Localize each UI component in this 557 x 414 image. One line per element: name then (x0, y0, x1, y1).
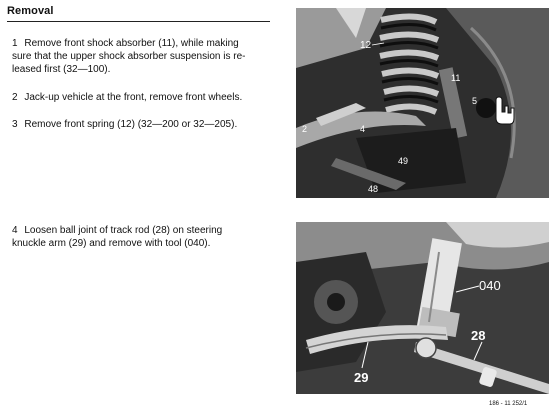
callout-12: 12 (360, 40, 372, 51)
step-1-line-3: leased first (32—100). (12, 64, 111, 75)
ball-joint-photo (296, 222, 549, 394)
step-4-line-2: knuckle arm (29) and remove with tool (040). (12, 238, 211, 249)
callout-29: 29 (354, 370, 369, 385)
callout-11: 11 (451, 73, 461, 83)
callout-48: 48 (368, 184, 379, 194)
spring-removal-photo (296, 8, 549, 198)
step-3-line-1: Remove front spring (12) (32—200 or 32—205). (24, 119, 238, 130)
ball-joint-illustration (296, 222, 549, 394)
spring-removal-illustration (296, 8, 549, 198)
figure-code: 186 - 11 252/1 (489, 401, 528, 407)
step-1-number: 1 (12, 38, 18, 49)
step-1-line-1: Remove front shock absorber (11), while making (24, 38, 239, 49)
step-3 (12, 118, 277, 131)
step-2-line-1: Jack-up vehicle at the front, remove front wheels. (24, 92, 243, 103)
step-4-number: 4 (12, 225, 18, 236)
callout-49: 49 (398, 156, 409, 166)
callout-4: 4 (360, 124, 366, 134)
section-title: Removal (7, 5, 54, 17)
title-divider (7, 21, 270, 22)
step-2-number: 2 (12, 92, 18, 103)
step-1-line-2: sure that the upper shock absorber suspension is re- (12, 51, 246, 62)
callout-5: 5 (472, 96, 478, 106)
step-4-line-1: Loosen ball joint of track rod (28) on steering (24, 225, 223, 236)
step-3-number: 3 (12, 119, 18, 130)
callout-2: 2 (302, 124, 308, 134)
step-4 (12, 224, 277, 250)
step-2 (12, 91, 277, 104)
callout-040: 040 (479, 278, 501, 293)
callout-28: 28 (471, 328, 486, 343)
step-1 (12, 37, 277, 76)
